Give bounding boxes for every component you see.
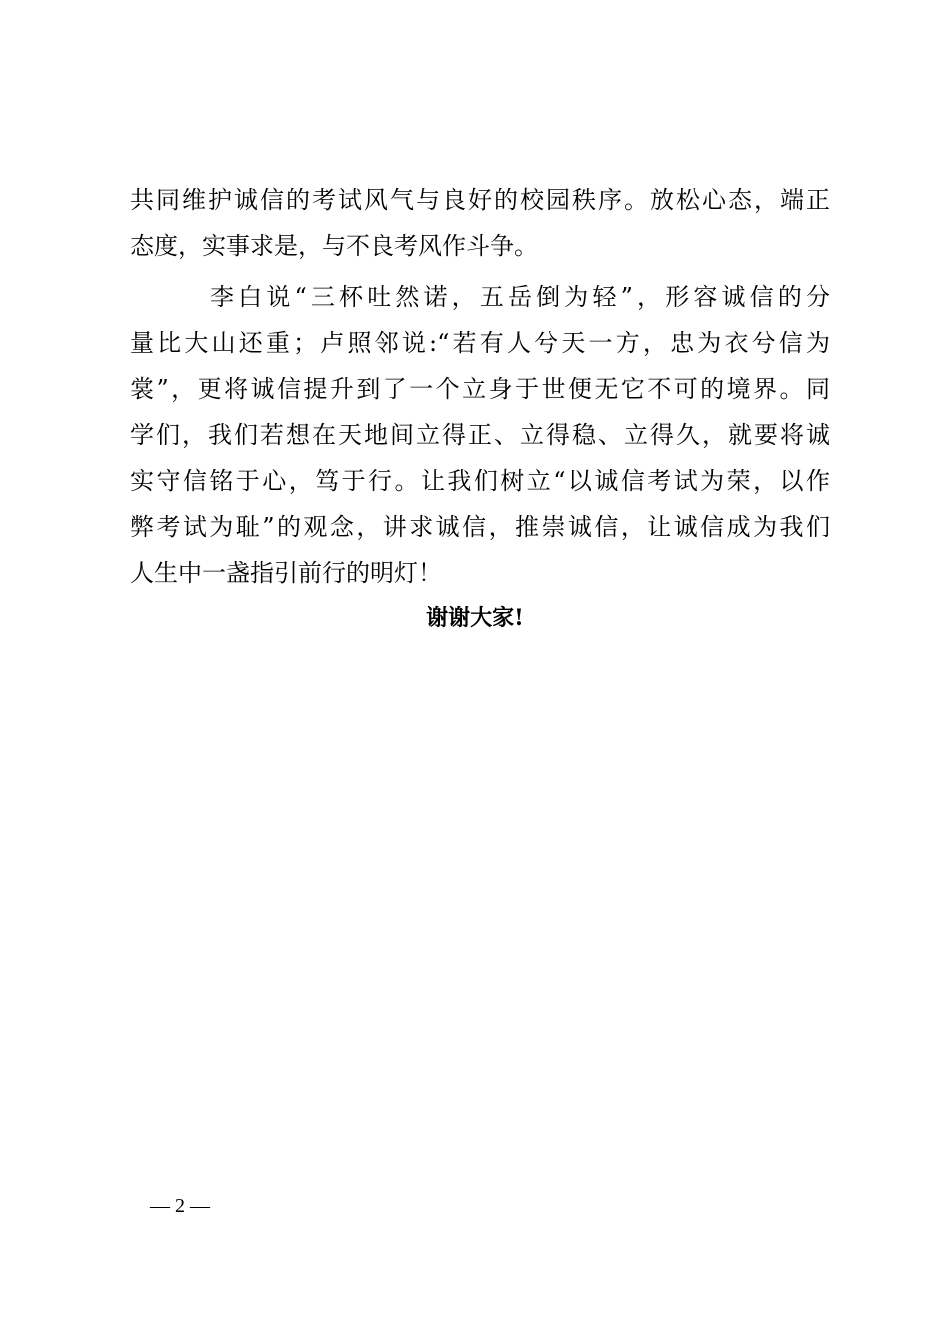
paragraph-2-line-5: 实守信铭于心，笃于行。让我们树立“以诚信考试为荣，以作 xyxy=(130,467,830,495)
paragraph-2-line-6: 弊考试为耻”的观念，讲求诚信，推崇诚信，让诚信成为我们 xyxy=(130,513,830,541)
paragraph-2-line-4: 学们，我们若想在天地间立得正、立得稳、立得久，就要将诚 xyxy=(130,421,830,449)
paragraph-2-line-7: 人生中一盏指引前行的明灯！ xyxy=(130,559,442,587)
page-number: — 2 — xyxy=(150,1195,210,1217)
paragraph-2-line-1: 李白说“三杯吐然诺，五岳倒为轻”，形容诚信的分 xyxy=(210,283,830,311)
paragraph-2-line-2: 量比大山还重；卢照邻说:“若有人兮天一方，忠为衣兮信为 xyxy=(130,329,830,357)
closing-remark: 谢谢大家! xyxy=(426,605,524,631)
paragraph-1-line-1: 共同维护诚信的考试风气与良好的校园秩序。放松心态，端正 xyxy=(130,186,830,214)
paragraph-2-line-3: 裳”，更将诚信提升到了一个立身于世便无它不可的境界。同 xyxy=(130,375,830,403)
paragraph-1-line-2: 态度，实事求是，与不良考风作斗争。 xyxy=(130,232,538,260)
